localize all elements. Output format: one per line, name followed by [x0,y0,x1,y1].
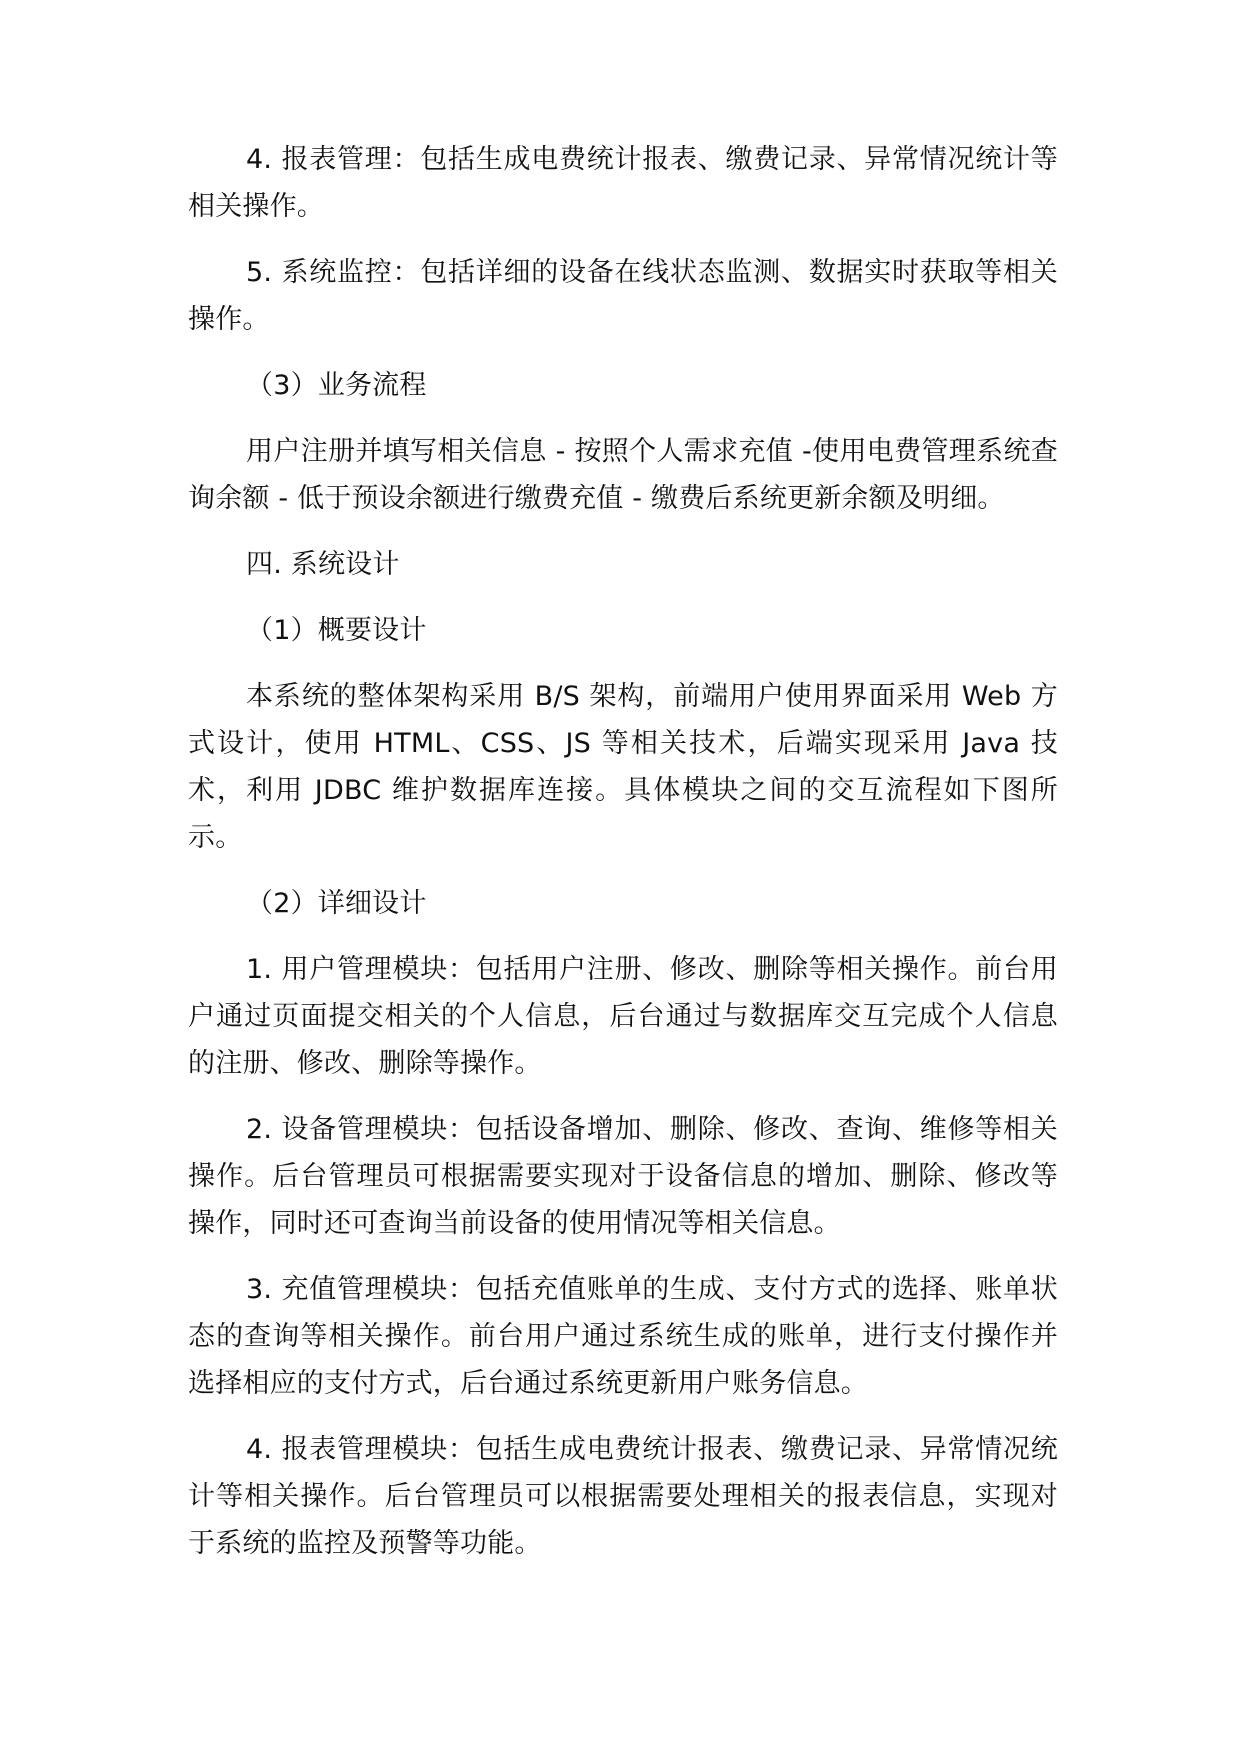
paragraph-device-module: 2. 设备管理模块：包括设备增加、删除、修改、查询、维修等相关操作。后台管理员可根据需要实现对于设备信息的增加、删除、修改等操作，同时还可查询当前设备的使用情况等相关信息。 [188,1114,1058,1239]
heading-detailed-design: （2）详细设计 [246,888,427,919]
heading-system-design: 四. 系统设计 [246,549,400,580]
heading-business-process: （3）业务流程 [246,370,427,401]
paragraph-user-module: 1. 用户管理模块：包括用户注册、修改、删除等相关操作。前台用户通过页面提交相关的个人信息，后台通过与数据库交互完成个人信息的注册、修改、删除等操作。 [188,954,1058,1079]
paragraph-business-process: 用户注册并填写相关信息 - 按照个人需求充值 -使用电费管理系统查询余额 - 低于预设余额进行缴费充值 - 缴费后系统更新余额及明细。 [188,436,1058,514]
paragraph-system-monitoring: 5. 系统监控：包括详细的设备在线状态监测、数据实时获取等相关操作。 [188,257,1058,335]
paragraph-report-management: 4. 报表管理：包括生成电费统计报表、缴费记录、异常情况统计等相关操作。 [188,144,1058,222]
document-body [188,136,1058,1586]
paragraph-architecture: 本系统的整体架构采用 B/S 架构，前端用户使用界面采用 Web 方式设计，使用 HTML、CSS、JS 等相关技术，后端实现采用 Java 技术，利用 JDBC 维护数据库连接。具体模块之间的交互流程如下图所示。 [188,681,1058,853]
paragraph-recharge-module: 3. 充值管理模块：包括充值账单的生成、支付方式的选择、账单状态的查询等相关操作。前台用户通过系统生成的账单，进行支付操作并选择相应的支付方式，后台通过系统更新用户账务信息。 [188,1274,1058,1399]
heading-overview-design: （1）概要设计 [246,615,427,646]
paragraph-report-module: 4. 报表管理模块：包括生成电费统计报表、缴费记录、异常情况统计等相关操作。后台管理员可以根据需要处理相关的报表信息，实现对于系统的监控及预警等功能。 [188,1434,1058,1559]
